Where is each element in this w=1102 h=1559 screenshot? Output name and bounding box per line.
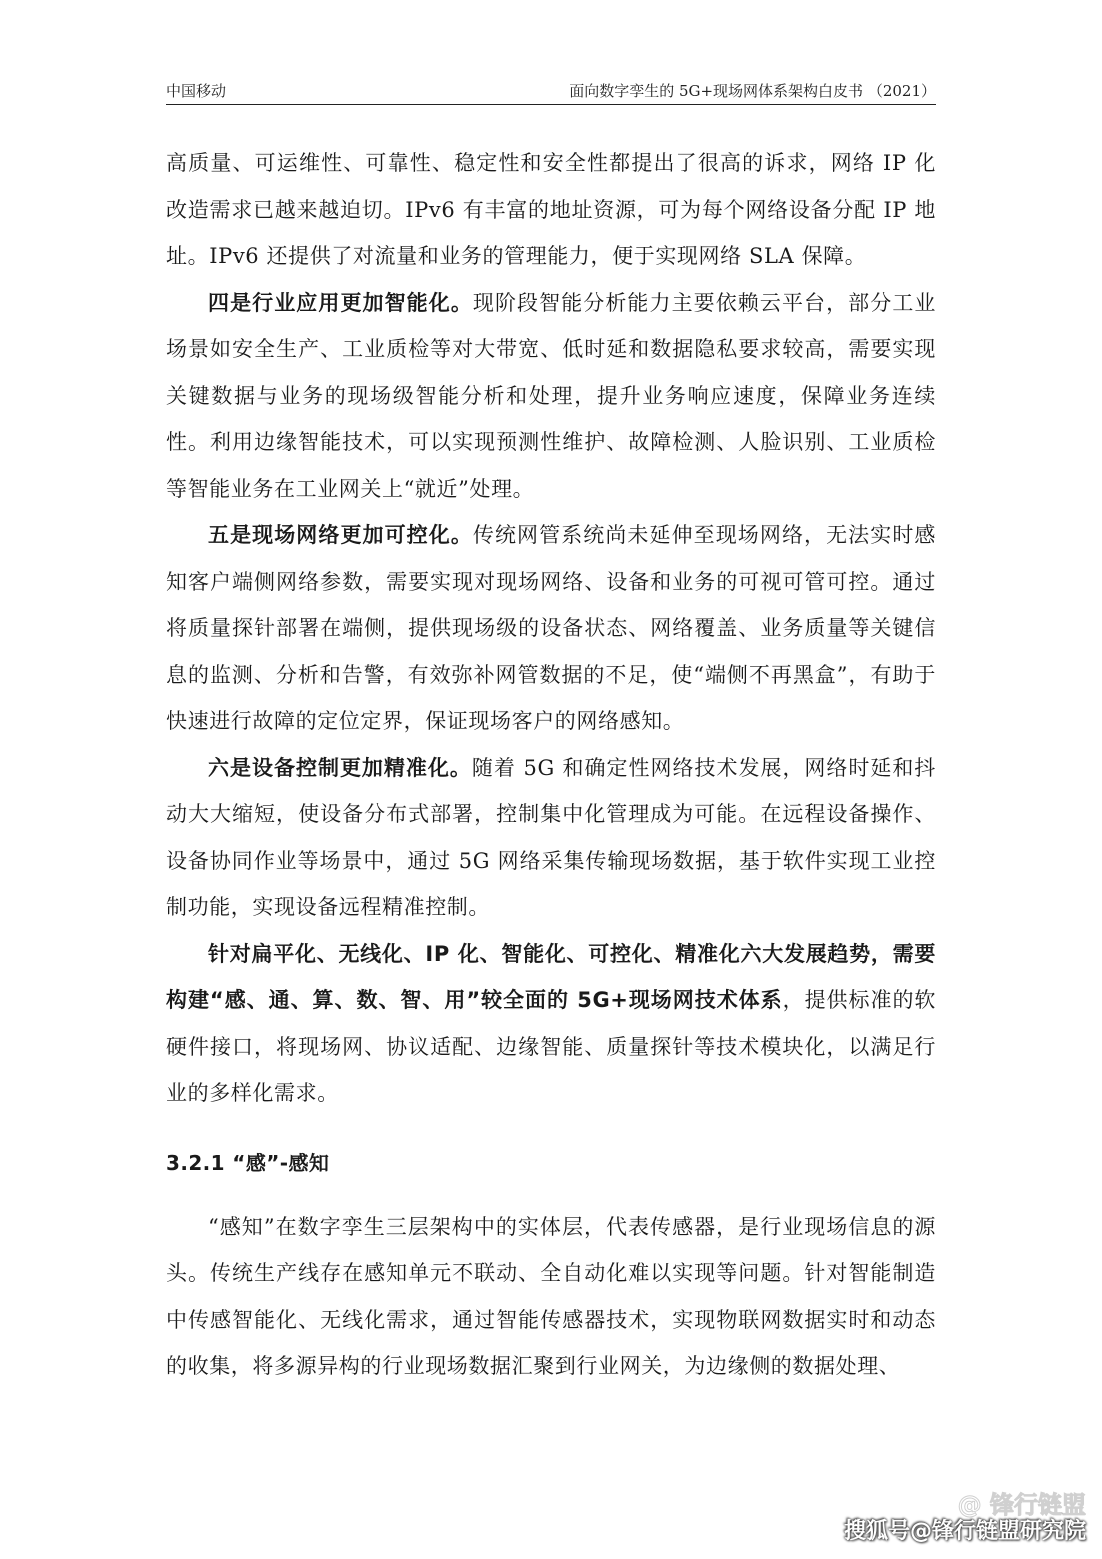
paragraph — [166, 745, 936, 931]
header-org: 中国移动 — [166, 82, 227, 100]
watermark — [844, 1485, 1086, 1545]
paragraph — [166, 931, 936, 1117]
paragraph-bold-lead: 六是设备控制更加精准化。 — [208, 755, 472, 780]
paragraph — [166, 280, 936, 513]
paragraph-bold-lead: 五是现场网络更加可控化。 — [208, 523, 473, 547]
section-heading: 3.2.1 “感”-感知 — [166, 1150, 330, 1175]
page-content — [166, 140, 936, 1390]
paragraph-text: ，提供标准的软硬件接口，将现场网、协议适配、边缘智能、质量探针等技术模块化，以满足行业的多样化需求。 — [166, 988, 937, 1105]
paragraph — [166, 140, 936, 280]
header-doc-title: 面向数字孪生的 5G+现场网体系架构白皮书 （2021） — [569, 82, 936, 100]
paragraph-text: 高质量、可运维性、可靠性、稳定性和安全性都提出了很高的诉求，网络 IP 化改造需求已越来越迫切。IPv6 有丰富的地址资源，可为每个网络设备分配 IP 地址。IPv6 还提供了对流量和业务的管理能力，便于实现网络 SLA 保障。 — [166, 151, 936, 268]
watermark-line2: 搜狐号@锋行链盟研究院 — [843, 1519, 1086, 1544]
paragraph-bold-lead: 针对扁平化、无线化、IP 化、智能化、可控化、精准化六大发展趋势，需要构建“感、通、算、数、智、用”较全面的 5G+现场网技术体系 — [166, 941, 936, 1012]
paragraph-text: 传统网管系统尚未延伸至现场网络，无法实时感知客户端侧网络参数，需要实现对现场网络、设备和业务的可视可管可控。通过将质量探针部署在端侧，提供现场级的设备状态、网络覆盖、业务质量等关键信息的监测、分析和告警，有效弥补网管数据的不足，使“端侧不再黑盒”，有助于快速进行故障的定位定界，保证现场客户的网络感知。 — [166, 523, 936, 733]
paragraph-text: 随着 5G 和确定性网络技术发展，网络时延和抖动大大缩短，使设备分布式部署，控制集中化管理成为可能。在远程设备操作、设备协同作业等场景中，通过 5G 网络采集传输现场数据，基于软件实现工业控制功能，实现设备远程精准控制。 — [166, 755, 936, 919]
paragraph-bold-lead: 四是行业应用更加智能化。 — [208, 290, 473, 315]
paragraph-text: 现阶段智能分析能力主要依赖云平台，部分工业场景如安全生产、工业质检等对大带宽、低时延和数据隐私要求较高，需要实现关键数据与业务的现场级智能分析和处理，提升业务响应速度，保障业务连续性。利用边缘智能技术，可以实现预测性维护、故障检测、人脸识别、工业质检等智能业务在工业网关上“就近”处理。 — [166, 290, 936, 501]
paragraph — [166, 512, 936, 745]
watermark-line1: @ 锋行链盟 — [957, 1491, 1086, 1519]
page-header — [166, 78, 936, 105]
section-paragraph: “感知”在数字孪生三层架构中的实体层，代表传感器，是行业现场信息的源头。传统生产线存在感知单元不联动、全自动化难以实现等问题。针对智能制造中传感智能化、无线化需求，通过智能传感器技术，实现物联网数据实时和动态的收集，将多源异构的行业现场数据汇聚到行业网关，为边缘侧的数据处理、 — [166, 1214, 936, 1378]
